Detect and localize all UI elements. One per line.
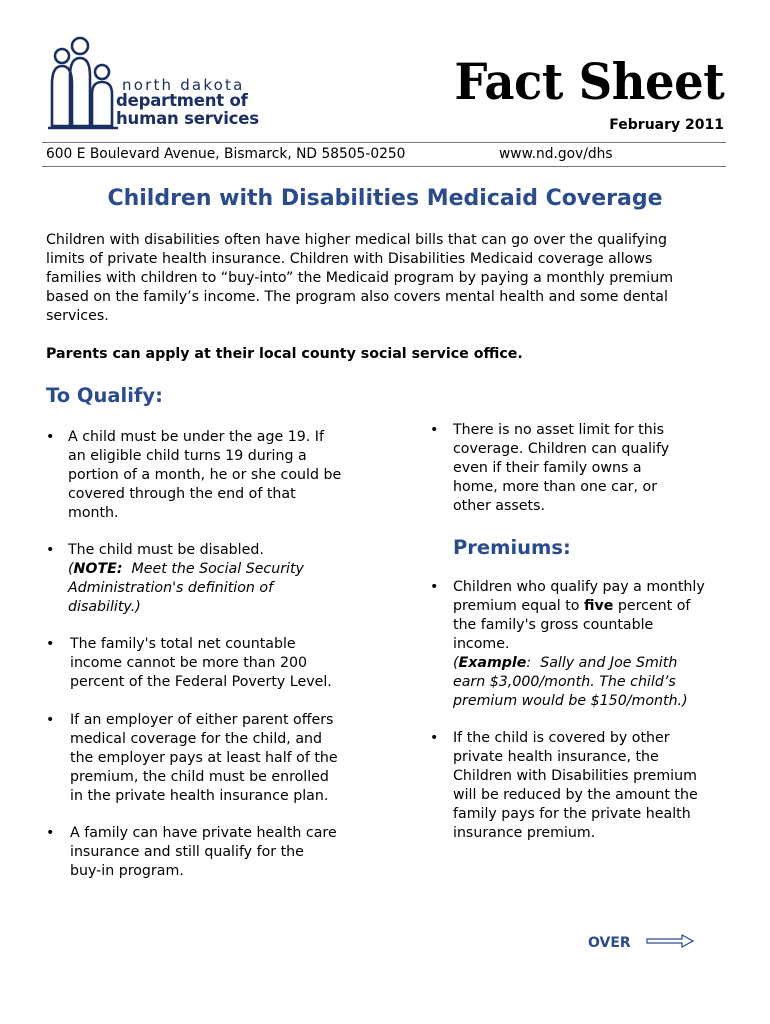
bullet-icon: • (430, 579, 439, 595)
intro-line: based on the family’s income. The program also covers mental health and some dental (46, 289, 668, 305)
qualify-heading: To Qualify: (46, 384, 163, 407)
fact-sheet-title: Fact Sheet (454, 52, 724, 111)
logo-line-dept: department of (116, 91, 248, 110)
bullet-icon: • (46, 429, 55, 445)
family-figures-icon (44, 36, 124, 132)
bullet-icon: • (46, 825, 55, 841)
note-line: (NOTE: Meet the Social Security (68, 561, 304, 577)
intro-line: limits of private health insurance. Children with Disabilities Medicaid coverage allows (46, 251, 653, 267)
page-title: Children with Disabilities Medicaid Coverage (107, 186, 663, 211)
apply-note: Parents can apply at their local county social service office. (46, 346, 523, 362)
bullet-icon: • (46, 636, 55, 652)
example-line: (Example: Sally and Joe Smith (453, 655, 678, 671)
right-arrow-icon (646, 934, 694, 948)
header-rule-bottom (42, 166, 726, 167)
intro-line: services. (46, 308, 109, 324)
logo-state-text: north dakota (122, 76, 245, 94)
intro-paragraph (46, 231, 736, 364)
bullet-icon: • (46, 542, 55, 558)
logo-department-text (116, 92, 259, 128)
bullet-icon: • (430, 422, 439, 438)
bullet-icon: • (430, 730, 439, 746)
intro-line: Children with disabilities often have higher medical bills that can go over the qualifying (46, 232, 667, 248)
logo-line-hs: human services (116, 109, 259, 128)
website-url: www.nd.gov/dhs (499, 146, 613, 162)
nd-dhs-logo (44, 36, 264, 132)
bullet-icon: • (46, 712, 55, 728)
intro-line: families with children to “buy-into” the Medicaid program by paying a monthly premium (46, 270, 674, 286)
header-rule-top (42, 142, 726, 143)
premiums-heading: Premiums: (453, 536, 571, 559)
office-address: 600 E Boulevard Avenue, Bismarck, ND 58505-0250 (46, 146, 406, 162)
publication-date: February 2011 (609, 117, 724, 133)
over-label: OVER (588, 935, 631, 951)
